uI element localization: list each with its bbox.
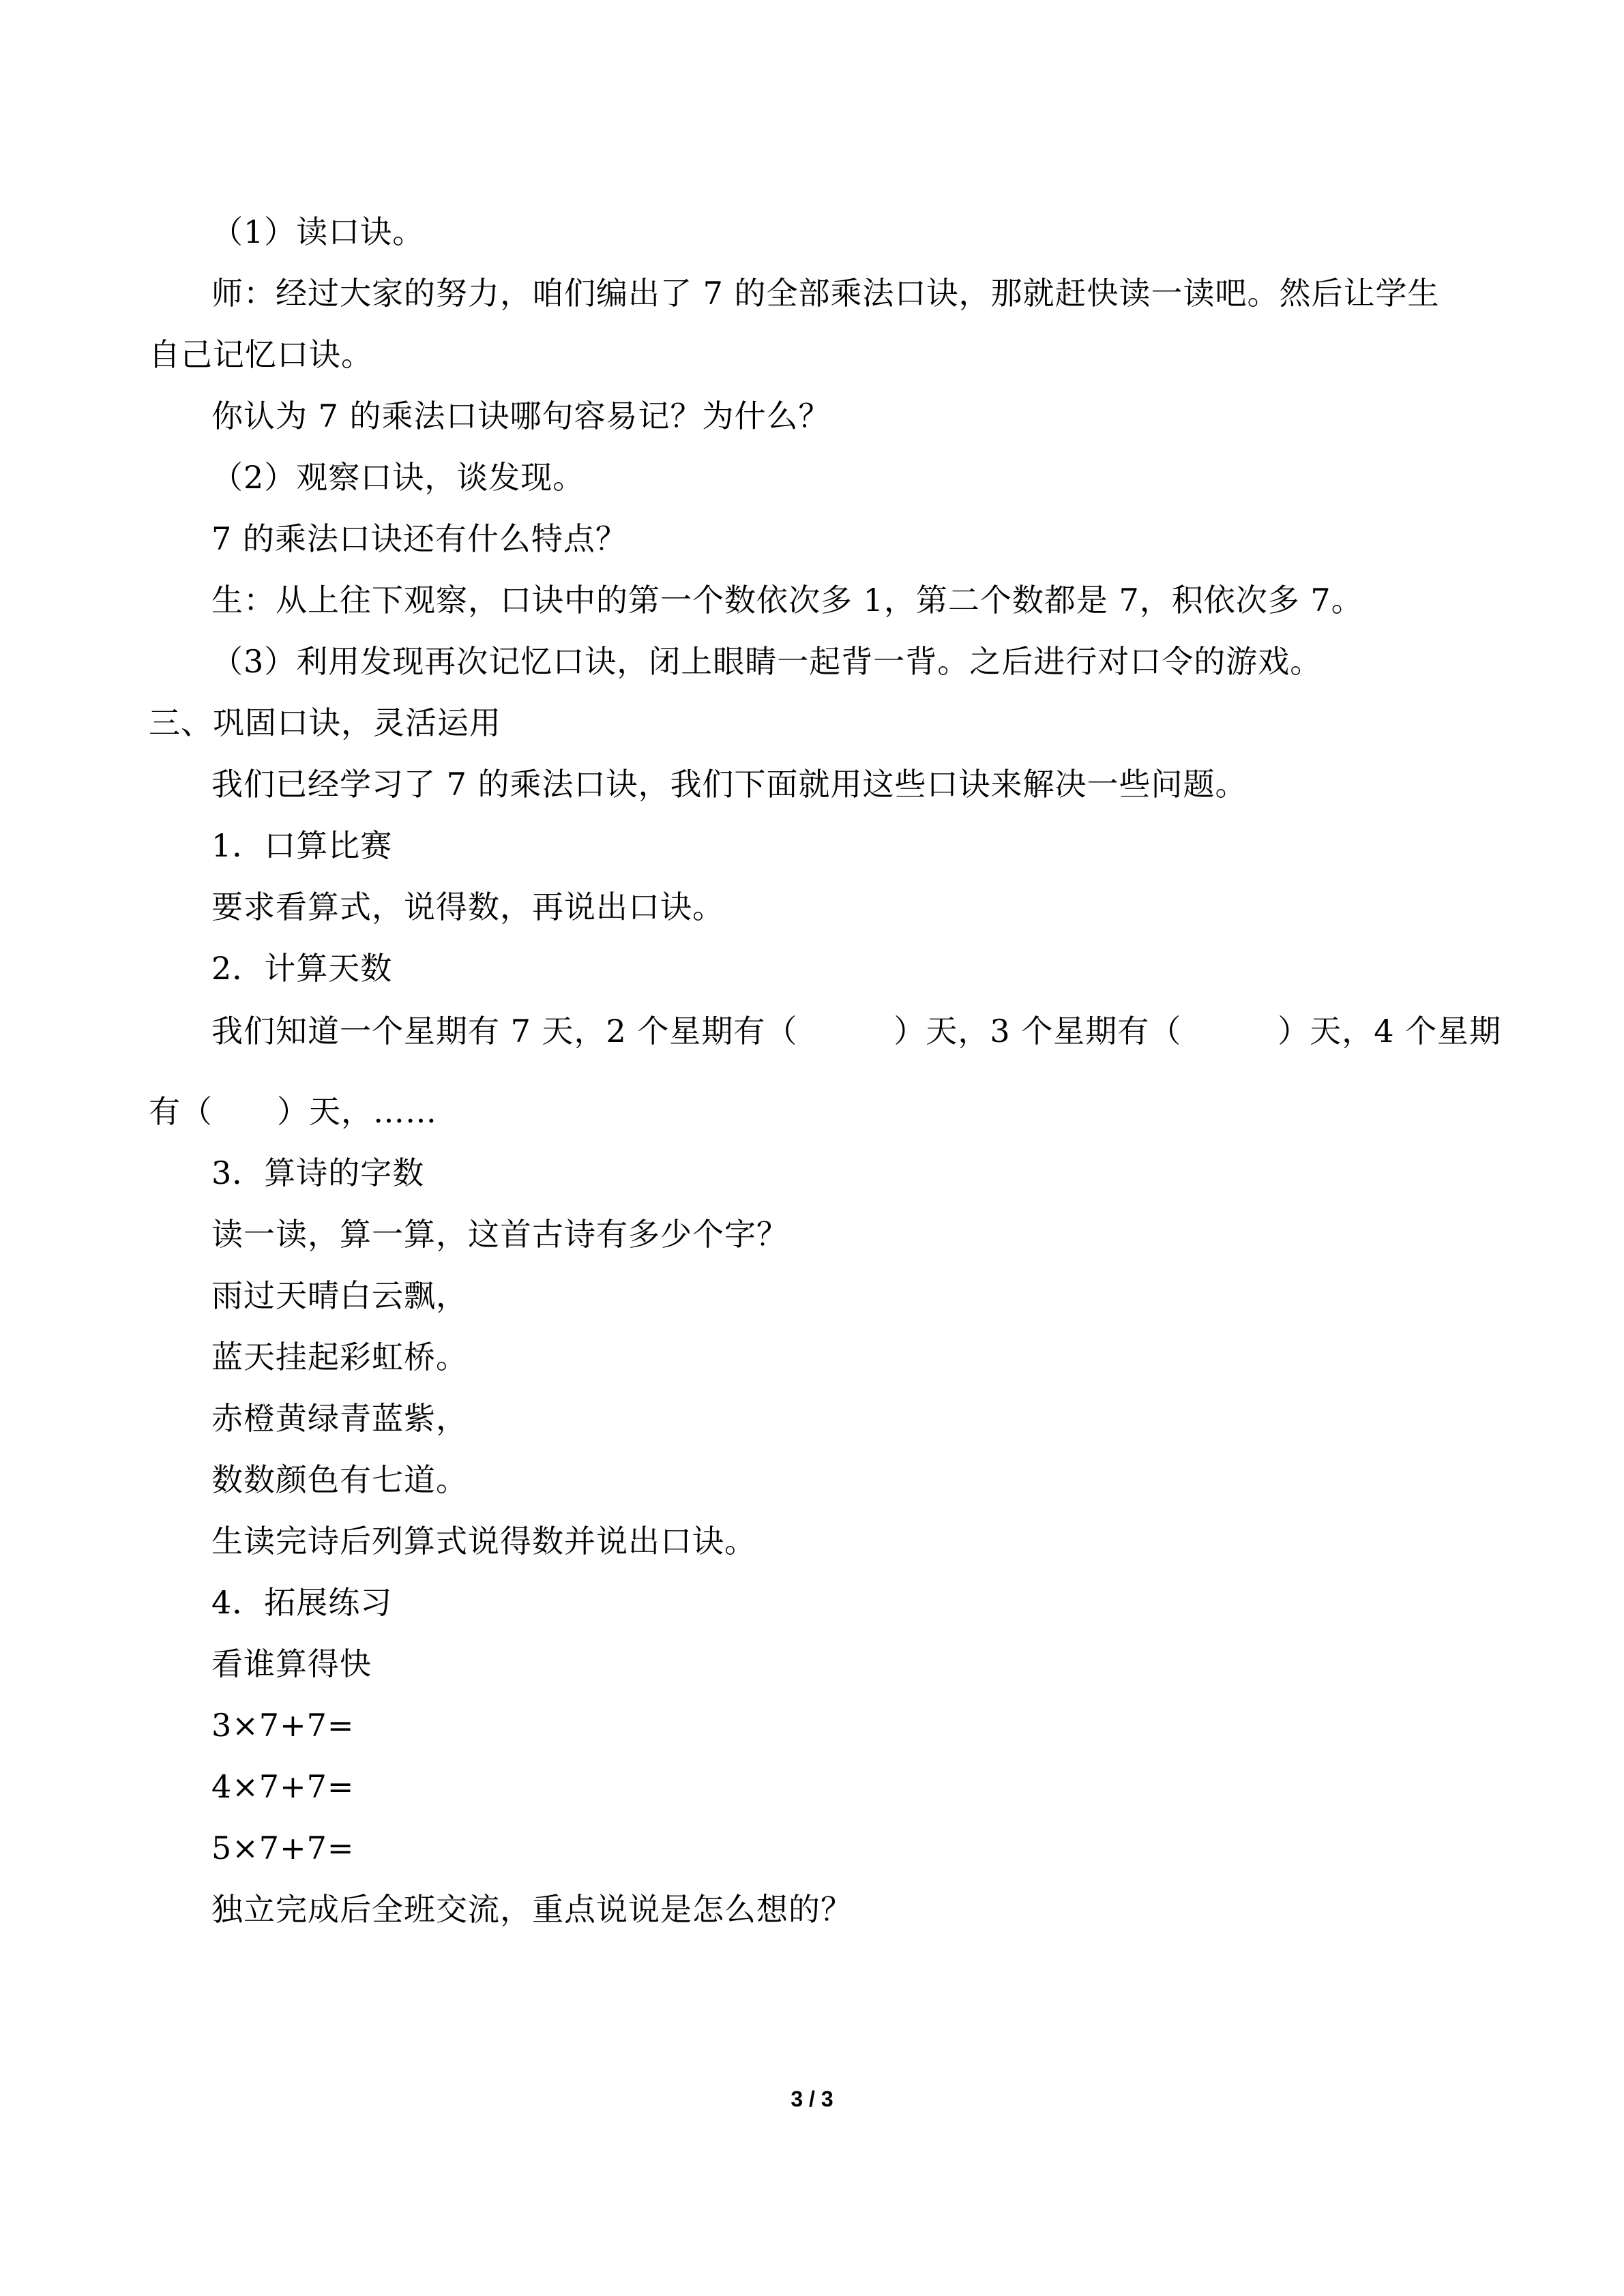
paragraph-line: 师：经过大家的努力，咱们编出了 7 的全部乘法口诀，那就赶快读一读吧。然后让学生 (211, 275, 1440, 312)
section-heading: 三、巩固口诀，灵活运用 (149, 704, 501, 741)
paragraph-line: （1）读口诀。 (211, 213, 425, 250)
paragraph-line: 有（ ）天，…… (149, 1093, 437, 1130)
paragraph-line: 生：从上往下观察，口诀中的第一个数依次多 1，第二个数都是 7，积依次多 7。 (211, 582, 1363, 618)
subsection-heading: 2．计算天数 (211, 950, 393, 987)
paragraph-line: 生读完诗后列算式说得数并说出口诀。 (211, 1523, 756, 1560)
paragraph-line: 看谁算得快 (211, 1645, 372, 1682)
paragraph-line: 你认为 7 的乘法口诀哪句容易记？为什么？ (211, 398, 831, 434)
poem-line: 雨过天晴白云飘， (211, 1277, 468, 1314)
poem-line: 数数颜色有七道。 (211, 1461, 468, 1498)
paragraph-line: 要求看算式，说得数，再说出口诀。 (211, 889, 724, 925)
page-number: 3 / 3 (791, 2087, 833, 2111)
paragraph-line: 我们已经学习了 7 的乘法口诀，我们下面就用这些口诀来解决一些问题。 (211, 766, 1247, 803)
paragraph-line: 自己记忆口诀。 (149, 336, 373, 373)
paragraph-line: （2）观察口诀，谈发现。 (211, 459, 585, 496)
equation-line: 4×7+7= (211, 1768, 355, 1805)
poem-line: 赤橙黄绿青蓝紫， (211, 1400, 468, 1437)
subsection-heading: 3．算诗的字数 (211, 1154, 425, 1191)
paragraph-line: 7 的乘法口诀还有什么特点？ (211, 520, 628, 557)
paragraph-line: （3）利用发现再次记忆口诀，闭上眼睛一起背一背。之后进行对口令的游戏。 (211, 643, 1323, 680)
equation-line: 3×7+7= (211, 1707, 355, 1744)
subsection-heading: 1．口算比赛 (211, 827, 393, 864)
subsection-heading: 4．拓展练习 (211, 1584, 393, 1621)
paragraph-line: 读一读，算一算，这首古诗有多少个字？ (211, 1216, 788, 1253)
paragraph-line: 独立完成后全班交流，重点说说是怎么想的？ (211, 1891, 853, 1928)
equation-line: 5×7+7= (211, 1830, 355, 1866)
poem-line: 蓝天挂起彩虹桥。 (211, 1339, 468, 1375)
paragraph-line: 我们知道一个星期有 7 天，2 个星期有（ ）天，3 个星期有（ ）天，4 个星期 (211, 1013, 1502, 1049)
